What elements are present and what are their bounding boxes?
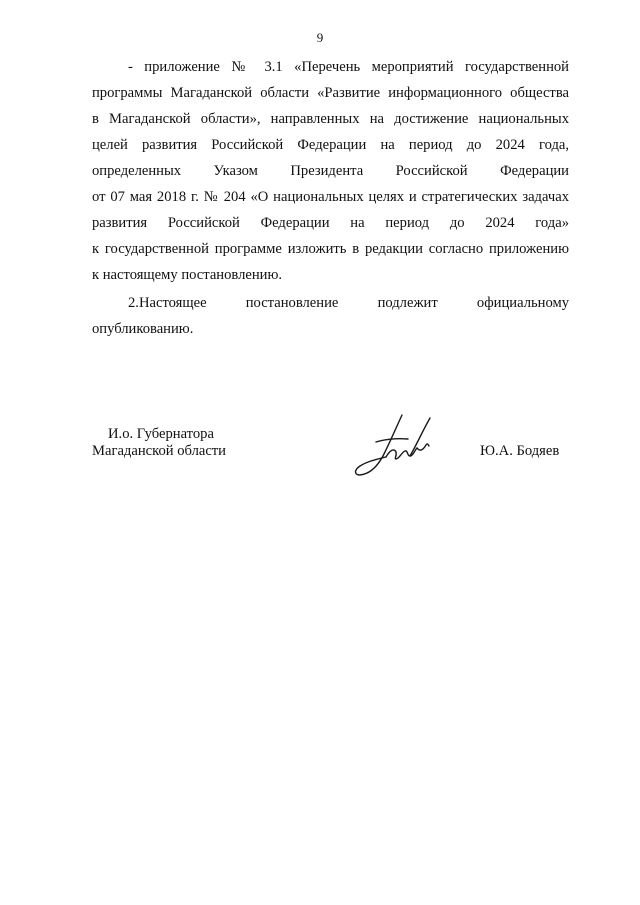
paragraph-line: к государственной программе изложить в редакции согласно приложению [92,241,569,257]
page-number: 9 [316,30,324,45]
signatory-name: Ю.А. Бодяев [480,443,560,459]
paragraph-line: в Магаданской области», направленных на достижение национальных [92,111,569,127]
paragraph-line: опубликованию. [92,321,194,337]
paragraph-line: определенных Указом Президента Российской Федерации [92,163,569,179]
paragraph-line: - приложение № 3.1 «Перечень мероприятий государственной [128,59,569,75]
handwritten-signature [350,412,440,480]
paragraph-line: к настоящему постановлению. [92,267,283,283]
paragraph-line: развития Российской Федерации на период до 2024 года» [92,215,569,231]
signatory-position: И.о. Губернатора [108,426,214,442]
paragraph-line: от 07 мая 2018 г. № 204 «О национальных целях и стратегических задачах [92,189,569,205]
paragraph-line: целей развития Российской Федерации на период до 2024 года, [92,137,569,153]
signatory-region: Магаданской области [92,443,226,459]
paragraph-line: 2.Настоящее постановление подлежит официальному [128,295,569,311]
paragraph-line: программы Магаданской области «Развитие информационного общества [92,85,569,101]
